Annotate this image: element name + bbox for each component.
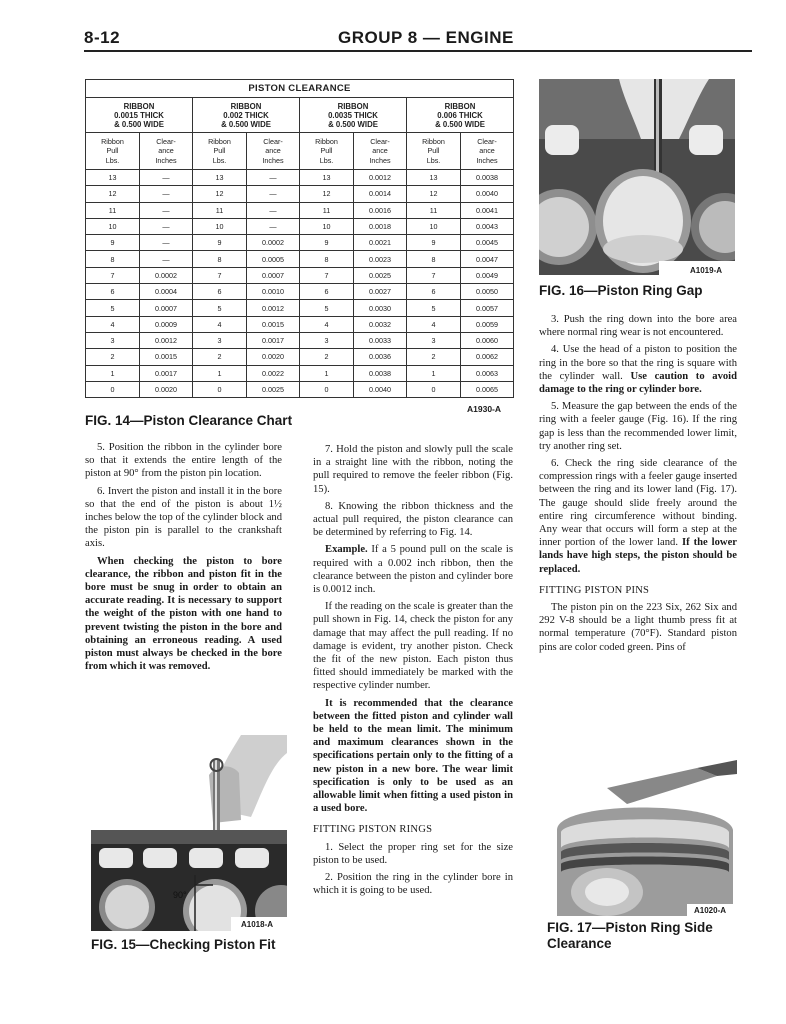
paragraph-if-reading: If the reading on the scale is greater than the pull shown in Fig. 14, check the piston for any damage that may affect the pull reading. If no damage is evident, try another piston. Check the fit of the new piston. Each piston thus fitted should immediately be marked with the respective cylinder number. [313,601,513,692]
column-header-line: Pull [106,146,119,156]
pull-cell: 13 [193,170,247,186]
ribbon-group-header-line: & 0.500 WIDE [435,119,485,129]
clearance-cell: 0.0038 [354,365,407,381]
fig17-caption-line-1: FIG. 17—Piston Ring Side [547,920,713,935]
pull-cell: 11 [86,202,140,218]
paragraph-ring-step-4 [539,343,737,396]
clearance-cell: 0.0002 [247,235,300,251]
clearance-cell: 0.0043 [461,218,514,234]
pull-cell: 6 [193,284,247,300]
clearance-cell: — [247,218,300,234]
table-row [86,365,514,381]
pull-cell: 4 [86,316,140,332]
column-header-line: Ribbon [422,136,445,146]
column-header-line: ance [158,146,174,156]
paragraph-example [313,543,513,596]
ring-step-4-text: 4. Use the head of a piston to position the ring in the bore so that the ring is square with the cylinder wall. [539,344,737,382]
fig17-caption [547,920,713,952]
column-header-line: ance [265,146,281,156]
column-header-line: Pull [320,146,333,156]
column-header-line: Inches [476,155,498,165]
pull-cell: 3 [86,332,140,348]
pull-cell: 10 [407,218,461,234]
pull-cell: 1 [407,365,461,381]
clearance-header [140,133,193,170]
ribbon-pull-header [86,133,140,170]
clearance-cell: 0.0062 [461,349,514,365]
table-row [86,235,514,251]
example-label: Example. [325,544,368,556]
fig16-caption: FIG. 16—Piston Ring Gap [539,283,703,298]
pull-cell: 5 [86,300,140,316]
table-row [86,381,514,397]
fig16-code: A1019-A [690,266,723,275]
clearance-cell: 0.0017 [140,365,193,381]
pull-cell: 13 [86,170,140,186]
column-header-line: Lbs. [426,155,441,165]
table-row [86,170,514,186]
fig17-caption-line-2: Clearance [547,936,612,951]
table-row [86,202,514,218]
pull-cell: 7 [86,267,140,283]
clearance-cell: 0.0015 [140,349,193,365]
column-1 [85,441,282,677]
column-header-line: Lbs. [212,155,227,165]
ribbon-group-header-line: RIBBON [444,101,476,111]
ribbon-group-header [86,98,193,133]
piston-clearance-table [85,79,513,398]
pull-cell: 0 [193,381,247,397]
ribbon-group-header [300,98,407,133]
paragraph-ring-step-1: 1. Select the proper ring set for the size piston to be used. [313,841,513,866]
pull-cell: 10 [193,218,247,234]
clearance-cell: 0.0012 [354,170,407,186]
ribbon-group-header-line: 0.0035 THICK [328,110,378,120]
pull-cell: 9 [300,235,354,251]
pull-cell: 8 [300,251,354,267]
fig15-caption: FIG. 15—Checking Piston Fit [91,937,276,952]
pull-cell: 3 [407,332,461,348]
pull-cell: 2 [407,349,461,365]
pull-cell: 4 [300,316,354,332]
ribbon-group-header-line: & 0.500 WIDE [328,119,378,129]
pull-cell: 6 [407,284,461,300]
pull-cell: 9 [407,235,461,251]
pull-cell: 6 [300,284,354,300]
pull-cell: 12 [193,186,247,202]
column-header-line: Ribbon [208,136,231,146]
pull-cell: 5 [407,300,461,316]
ribbon-group-header-line: RIBBON [230,101,262,111]
ribbon-group-header-line: 0.0015 THICK [114,110,164,120]
clearance-cell: 0.0007 [140,300,193,316]
ribbon-group-header-line: & 0.500 WIDE [221,119,271,129]
fig15-code: A1018-A [241,920,274,929]
column-header-line: ance [372,146,388,156]
paragraph-ring-step-5: 5. Measure the gap between the ends of the ring with a feeler gauge (Fig. 16). If the ring gap is less than the recommended lower limit, try another ring set. [539,401,737,452]
column-header-line: Clear- [156,136,176,146]
ribbon-group-header-line: RIBBON [337,101,369,111]
pull-cell: 7 [193,267,247,283]
fig17-illustration [547,760,737,916]
group-title: GROUP 8 — ENGINE [338,28,514,47]
clearance-cell: 0.0050 [461,284,514,300]
ring-step-4-caution: Use caution to avoid damage to the ring or cylinder bore. [539,370,737,396]
pull-cell: 8 [86,251,140,267]
pull-cell: 2 [86,349,140,365]
fig17-code: A1020-A [694,906,727,915]
pull-cell: 12 [300,186,354,202]
ring-step-6-warning: If the lower lands have high steps, the piston should be replaced. [539,537,737,575]
pull-cell: 11 [193,202,247,218]
pull-cell: 3 [300,332,354,348]
clearance-cell: 0.0010 [247,284,300,300]
table-row [86,218,514,234]
ribbon-pull-header [193,133,247,170]
clearance-cell: 0.0012 [140,332,193,348]
pull-cell: 11 [300,202,354,218]
clearance-cell: 0.0017 [247,332,300,348]
pull-cell: 9 [86,235,140,251]
pull-cell: 12 [407,186,461,202]
clearance-cell: — [140,218,193,234]
pull-cell: 7 [300,267,354,283]
pull-cell: 1 [86,365,140,381]
clearance-cell: 0.0009 [140,316,193,332]
clearance-cell: 0.0014 [354,186,407,202]
fig15-illustration [91,735,287,931]
column-header-line: Ribbon [101,136,124,146]
pull-cell: 9 [193,235,247,251]
heading-fitting-piston-pins: FITTING PISTON PINS [539,584,650,596]
clearance-cell: 0.0041 [461,202,514,218]
clearance-cell: 0.0023 [354,251,407,267]
paragraph-step-6: 6. Invert the piston and install it in the bore so that the end of the piston is about 1½ inches below the top of the cylinder block and the piston pin is parallel to the crankshaft axis. [85,485,282,550]
heading-fitting-piston-rings: FITTING PISTON RINGS [313,824,433,836]
clearance-cell: 0.0025 [354,267,407,283]
pull-cell: 10 [300,218,354,234]
ribbon-pull-header [300,133,354,170]
clearance-cell: 0.0045 [461,235,514,251]
clearance-header [461,133,514,170]
column-2 [313,443,513,902]
clearance-cell: 0.0057 [461,300,514,316]
pull-cell: 5 [300,300,354,316]
column-header-line: Inches [262,155,284,165]
column-header-line: Inches [369,155,391,165]
ribbon-group-header [407,98,514,133]
pull-cell: 6 [86,284,140,300]
fig15-angle-label: 90° [173,890,187,900]
column-3 [539,313,737,658]
paragraph-step-8: 8. Knowing the ribbon thickness and the actual pull required, the piston clearance can be determined by referring to Fig. 14. [313,500,513,539]
clearance-cell: — [247,186,300,202]
clearance-cell: — [140,251,193,267]
column-header-line: Pull [213,146,226,156]
clearance-cell: 0.0027 [354,284,407,300]
ribbon-group-header-line: RIBBON [123,101,155,111]
pull-cell: 2 [193,349,247,365]
clearance-cell: 0.0049 [461,267,514,283]
clearance-cell: 0.0060 [461,332,514,348]
ribbon-group-header-line: 0.002 THICK [223,110,269,120]
pull-cell: 0 [300,381,354,397]
clearance-cell: — [140,235,193,251]
clearance-cell: — [140,186,193,202]
paragraph-step-5: 5. Position the ribbon in the cylinder bore so that it extends the entire length of the piston at 90° from the piston pin location. [85,442,282,480]
clearance-cell: 0.0059 [461,316,514,332]
clearance-cell: 0.0025 [247,381,300,397]
clearance-cell: 0.0016 [354,202,407,218]
pull-cell: 8 [407,251,461,267]
clearance-cell: 0.0038 [461,170,514,186]
ribbon-group-header [193,98,300,133]
ribbon-group-header-line: 0.006 THICK [437,110,483,120]
ring-step-6-text: 6. Check the ring side clearance of the compression rings with a feeler gauge inserted between the ring and its lower land (Fig. 17). The gauge should slide freely around the entire ring circumference without binding. Any wear that occurs will form a step at the inner portion of the lower land. [539,458,737,549]
clearance-header [247,133,300,170]
fig14-caption: FIG. 14—Piston Clearance Chart [85,413,293,428]
ribbon-pull-header [407,133,461,170]
table-row [86,267,514,283]
table-title: PISTON CLEARANCE [86,80,514,98]
clearance-cell: 0.0040 [461,186,514,202]
pull-cell: 11 [407,202,461,218]
paragraph-step-7: 7. Hold the piston and slowly pull the scale in a straight line with the ribbon, noting the pull required to remove the feeler ribbon (Fig. 15). [313,444,513,495]
header-rule [84,50,752,52]
ribbon-group-header-line: & 0.500 WIDE [114,119,164,129]
fig16-illustration [539,79,735,275]
clearance-cell: 0.0040 [354,381,407,397]
pull-cell: 0 [86,381,140,397]
clearance-cell: 0.0012 [247,300,300,316]
clearance-cell: 0.0030 [354,300,407,316]
table-row [86,332,514,348]
paragraph-recommend: It is recommended that the clearance between the fitted piston and cylinder wall be held to the mean limit. The minimum and maximum clearances shown in the specifications pertain only to the fitting of a new piston in a new bore. The wear limit specification is only to be used as an allowable limit when fitting a used piston in a used bore. [313,697,513,815]
page-number: 8-12 [84,28,121,47]
table-row [86,316,514,332]
table-code: A1930-A [467,404,502,414]
pull-cell: 3 [193,332,247,348]
clearance-cell: 0.0021 [354,235,407,251]
table-row [86,251,514,267]
clearance-cell: 0.0033 [354,332,407,348]
pull-cell: 13 [407,170,461,186]
clearance-cell: — [247,170,300,186]
pull-cell: 4 [407,316,461,332]
pull-cell: 7 [407,267,461,283]
clearance-cell: 0.0018 [354,218,407,234]
clearance-cell: 0.0022 [247,365,300,381]
column-header-line: ance [479,146,495,156]
pull-cell: 1 [300,365,354,381]
pull-cell: 5 [193,300,247,316]
paragraph-warning: When checking the piston to bore clearance, the ribbon and piston fit in the bore must be snug in order to obtain an accurate reading. It is necessary to support the weight of the piston with one hand to prevent twisting the piston in the bore and obtaining an erroneous reading. A used piston must always be checked in the bore from which it was removed. [85,555,282,673]
table-row [86,284,514,300]
table-row [86,186,514,202]
paragraph-piston-pins: The piston pin on the 223 Six, 262 Six and 292 V-8 should be a light thumb press fit at normal temperature (70°F). Standard piston pins are color coded green. Pins of [539,602,737,653]
clearance-cell: 0.0047 [461,251,514,267]
clearance-cell: 0.0020 [247,349,300,365]
pull-cell: 1 [193,365,247,381]
pull-cell: 10 [86,218,140,234]
clearance-cell: 0.0032 [354,316,407,332]
clearance-cell: 0.0036 [354,349,407,365]
pull-cell: 2 [300,349,354,365]
column-header-line: Ribbon [315,136,338,146]
pull-cell: 13 [300,170,354,186]
column-header-line: Lbs. [319,155,334,165]
clearance-cell: 0.0004 [140,284,193,300]
column-header-line: Clear- [263,136,283,146]
example-text: If a 5 pound pull on the scale is required with a 0.002 inch ribbon, then the clearance between the piston and cylinder bore is 0.0012 inch. [313,544,513,596]
column-header-line: Clear- [477,136,497,146]
column-header-line: Clear- [370,136,390,146]
column-header-line: Inches [155,155,177,165]
clearance-cell: 0.0015 [247,316,300,332]
paragraph-ring-step-2: 2. Position the ring in the cylinder bore in which it is going to be used. [313,872,513,897]
pull-cell: 0 [407,381,461,397]
paragraph-ring-step-3: 3. Push the ring down into the bore area where normal ring wear is not encountered. [539,314,737,339]
clearance-cell: 0.0020 [140,381,193,397]
clearance-cell: 0.0063 [461,365,514,381]
clearance-header [354,133,407,170]
pull-cell: 8 [193,251,247,267]
column-header-line: Lbs. [105,155,120,165]
clearance-cell: — [140,202,193,218]
table-row [86,349,514,365]
pull-cell: 12 [86,186,140,202]
paragraph-ring-step-6 [539,457,737,576]
clearance-cell: 0.0005 [247,251,300,267]
column-header-line: Pull [427,146,440,156]
clearance-cell: 0.0007 [247,267,300,283]
clearance-cell: 0.0002 [140,267,193,283]
clearance-cell: 0.0065 [461,381,514,397]
pull-cell: 4 [193,316,247,332]
clearance-cell: — [247,202,300,218]
table-row [86,300,514,316]
clearance-cell: — [140,170,193,186]
